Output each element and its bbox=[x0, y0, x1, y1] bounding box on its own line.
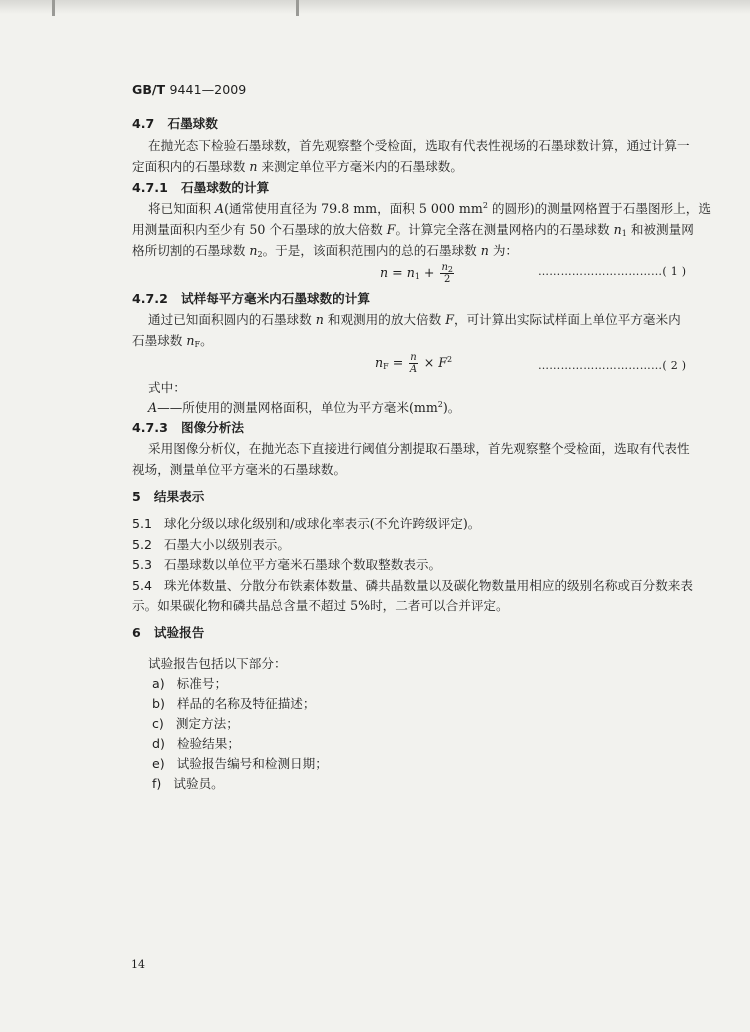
where-label: 式中： bbox=[148, 380, 186, 395]
standard-code: GB/T bbox=[132, 82, 166, 97]
list-item: a) 标准号； bbox=[152, 676, 228, 691]
paragraph-line: 将已知面积 A(通常使用直径为 79.8 mm，面积 5 000 $mm^2$ 的圆形)的测量网格置于石墨图形上，选 bbox=[148, 201, 711, 216]
variable-definition: A——所使用的测量网格面积，单位为平方毫米$(mm^2)$。 bbox=[148, 400, 461, 415]
section-heading: 4.7 石墨球数 bbox=[132, 116, 218, 131]
paragraph-line: 定面积内的石墨球数 n 来测定单位平方毫米内的石墨球数。 bbox=[132, 159, 463, 174]
paragraph-line: 在抛光态下检验石墨球数，首先观察整个受检面，选取有代表性视场的石墨球数计算，通过计算一 bbox=[148, 138, 690, 153]
paragraph-line: 采用图像分析仪，在抛光态下直接进行阈值分割提取石墨球，首先观察整个受检面，选取有代表性 bbox=[148, 441, 690, 456]
standard-header bbox=[132, 82, 246, 98]
equation-1-leader: ……………………………( 1 ) bbox=[538, 265, 687, 278]
scan-mark bbox=[296, 0, 299, 16]
subsection-heading: 4.7.1 石墨球数的计算 bbox=[132, 180, 270, 195]
clause-line: 5.2 石墨大小以级别表示。 bbox=[132, 537, 290, 552]
equation-2: $n_F$ = $\frac{n}{A}$ × $F^2$ bbox=[375, 352, 453, 375]
paragraph-line: 通过已知面积圆内的石墨球数 n 和观测用的放大倍数 F，可计算出实际试样面上单位平方毫米内 bbox=[148, 312, 681, 327]
standard-number: 9441—2009 bbox=[169, 82, 247, 97]
paragraph-line: 试验报告包括以下部分： bbox=[148, 656, 287, 671]
subsection-heading: 4.7.3 图像分析法 bbox=[132, 420, 244, 435]
list-item: e) 试验报告编号和检测日期； bbox=[152, 756, 328, 771]
equation-1-number: ( 1 ) bbox=[662, 265, 687, 278]
page-number: 14 bbox=[131, 958, 145, 971]
section-heading: 5 结果表示 bbox=[132, 489, 205, 504]
clause-line: 5.1 球化分级以球化级别和/或球化率表示(不允许跨级评定)。 bbox=[132, 516, 481, 531]
equation-2-leader: ……………………………( 2 ) bbox=[538, 359, 687, 372]
section-heading: 6 试验报告 bbox=[132, 625, 205, 640]
scan-mark bbox=[52, 0, 55, 16]
paragraph-line: 用测量面积内至少有 50 个石墨球的放大倍数 F。计算完全落在测量网格内的石墨球数 $n_1$ 和被测量网 bbox=[132, 222, 694, 238]
paragraph-line: 格所切割的石墨球数 $n_2$。于是，该面积范围内的总的石墨球数 n 为： bbox=[132, 243, 519, 259]
clause-line: 5.4 珠光体数量、分散分布铁素体数量、磷共晶数量以及碳化物数量用相应的级别名称或百分数来表 bbox=[132, 578, 693, 593]
subsection-heading: 4.7.2 试样每平方毫米内石墨球数的计算 bbox=[132, 291, 370, 306]
paragraph-line: 石墨球数 $n_F$。 bbox=[132, 333, 213, 349]
equation-1: $n = n_1$ + $\frac{n_2}{2}$ bbox=[380, 262, 454, 285]
equation-2-number: ( 2 ) bbox=[662, 359, 687, 372]
paragraph-line: 示。如果碳化物和磷共晶总含量不超过 5%时，二者可以合并评定。 bbox=[132, 598, 509, 613]
list-item: b) 样品的名称及特征描述； bbox=[152, 696, 316, 711]
list-item: f) 试验员。 bbox=[152, 776, 224, 791]
clause-line: 5.3 石墨球数以单位平方毫米石墨球个数取整数表示。 bbox=[132, 557, 442, 572]
list-item: d) 检验结果； bbox=[152, 736, 240, 751]
scan-edge bbox=[0, 0, 750, 14]
paragraph-line: 视场，测量单位平方毫米的石墨球数。 bbox=[132, 462, 347, 477]
list-item: c) 测定方法； bbox=[152, 716, 239, 731]
